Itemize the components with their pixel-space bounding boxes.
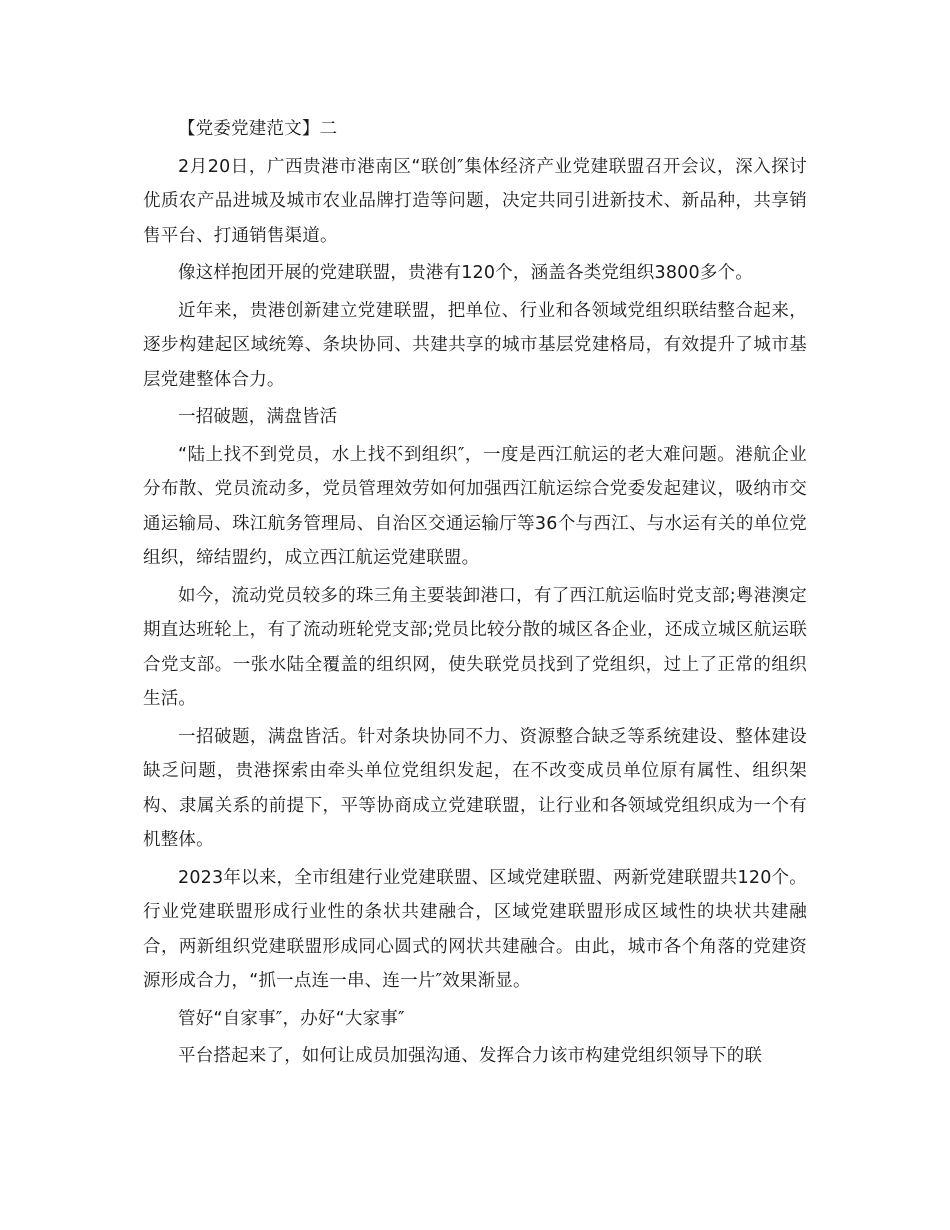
paragraph: 像这样抱团开展的党建联盟，贵港有120个，涵盖各类党组织3800多个。: [178, 263, 753, 283]
section-subheading: 管好“自家事″，办好“大家事″: [178, 1008, 405, 1029]
document-heading: 【党委党建范文】二: [178, 119, 338, 139]
paragraph: 2023年以来，全市组建行业党建联盟、区域党建联盟、两新党建联盟共120个。行业党建联盟形成行业性的条状共建融合，区域党建联盟形成区域性的块状共建融合，两新组织党建联盟形成同心圆式的网状共建融合。由此，城市各个角落的党建资源形成合力，“抓一点连一串、连一片″效果渐显。: [143, 867, 807, 991]
paragraph: 平台搭起来了，如何让成员加强沟通、发挥合力该市构建党组织领导下的联: [178, 1046, 763, 1066]
section-subheading: 一招破题，满盘皆活: [178, 407, 338, 427]
paragraph: 如今，流动党员较多的珠三角主要装卸港口，有了西江航运临时党支部;粤港澳定期直达班轮上，有了流动班轮党支部;党员比较分散的城区各企业，还成立城区航运联合党支部。一张水陆全覆盖的组织网，使失联党员找到了党组织，过上了正常的组织生活。: [143, 585, 807, 709]
paragraph: 2月20日，广西贵港市港南区“联创″集体经济产业党建联盟召开会议，深入探讨优质农产品进城及城市农业品牌打造等问题，决定共同引进新技术、新品种，共享销售平台、打通销售渠道。: [143, 156, 807, 246]
document-body: [143, 112, 807, 1077]
paragraph: 一招破题，满盘皆活。针对条块协同不力、资源整合缺乏等系统建设、整体建设缺乏问题，贵港探索由牵头单位党组织发起，在不改变成员单位原有属性、组织架构、隶属关系的前提下，平等协商成立党建联盟，让行业和各领域党组织成为一个有机整体。: [143, 726, 807, 850]
paragraph: 近年来，贵港创新建立党建联盟，把单位、行业和各领域党组织联结整合起来，逐步构建起区域统筹、条块协同、共建共享的城市基层党建格局，有效提升了城市基层党建整体合力。: [143, 300, 807, 390]
paragraph: “陆上找不到党员，水上找不到组织″，一度是西江航运的老大难问题。港航企业分布散、党员流动多，党员管理效劳如何加强西江航运综合党委发起建议，吸纳市交通运输局、珠江航务管理局、自治区交通运输厅等36个与西江、与水运有关的单位党组织，缔结盟约，成立西江航运党建联盟。: [143, 444, 807, 568]
